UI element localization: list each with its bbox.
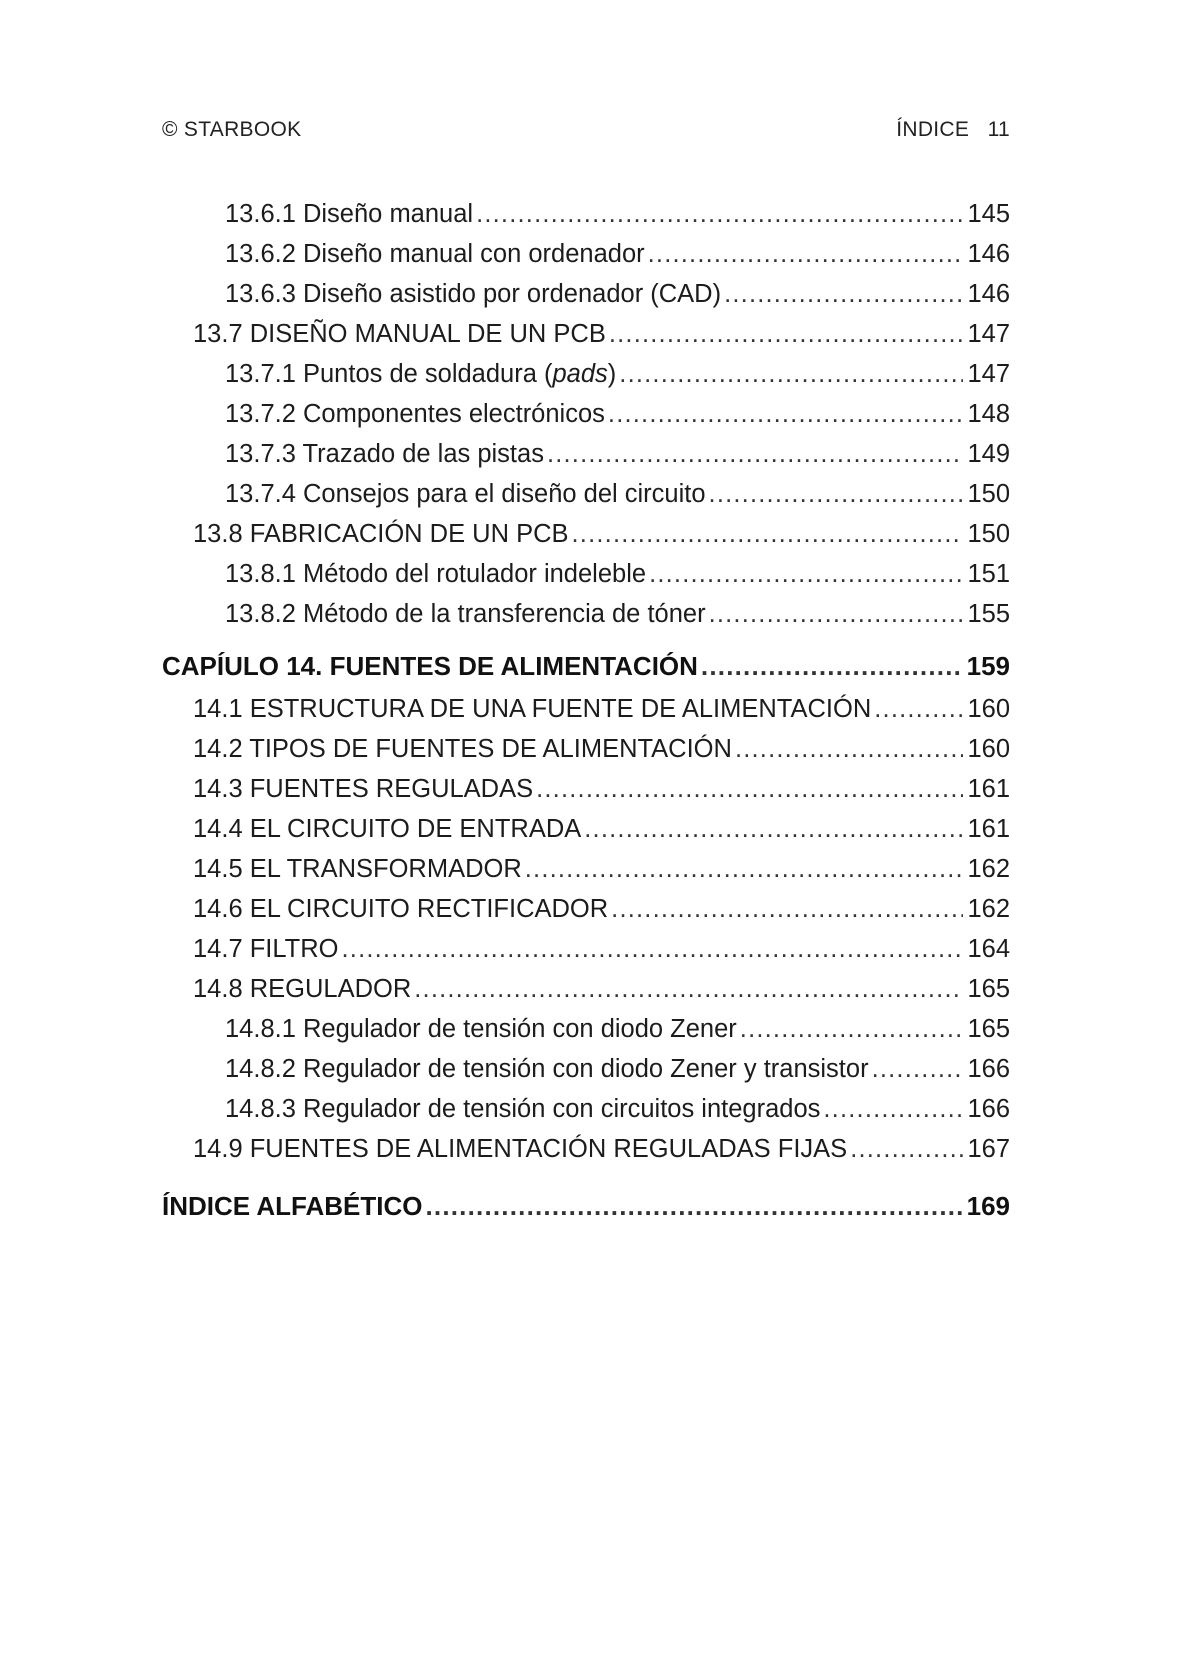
toc-entry — [162, 394, 1010, 434]
toc-leader-dots — [735, 729, 964, 769]
toc-entry-title: 14.8 REGULADOR — [193, 975, 412, 1003]
toc-entry-page: 165 — [967, 1015, 1010, 1043]
toc-chapter-title: ÍNDICE ALFABÉTICO — [162, 1191, 423, 1221]
toc-entry-title: 14.4 EL CIRCUITO DE ENTRADA — [193, 815, 582, 843]
toc-leader-dots — [572, 514, 964, 554]
toc-entry-page: 160 — [967, 695, 1010, 723]
toc-leader-dots — [414, 969, 963, 1009]
toc-entry — [162, 729, 1010, 769]
toc-entry-title: 14.6 EL CIRCUITO RECTIFICADOR — [193, 895, 609, 923]
toc-entry-page: 167 — [967, 1135, 1010, 1163]
toc-entry-page: 150 — [967, 520, 1010, 548]
toc-entry-title: 14.5 EL TRANSFORMADOR — [193, 855, 522, 883]
toc-entry-page: 162 — [967, 855, 1010, 883]
toc-entry-title: 13.8.2 Método de la transferencia de tóner — [225, 600, 706, 628]
toc-entry-page: 145 — [967, 200, 1010, 228]
section-page-label: ÍNDICE 11 — [896, 118, 1010, 141]
toc-entry — [162, 889, 1010, 929]
toc-entry — [162, 234, 1010, 274]
toc-entry — [162, 514, 1010, 554]
toc-title-italic: pads — [552, 360, 608, 388]
toc-leader-dots — [608, 394, 964, 434]
toc-entry — [162, 1089, 1010, 1129]
toc-leader-dots — [425, 1186, 962, 1226]
toc-leader-dots — [724, 274, 963, 314]
toc-entry — [162, 1049, 1010, 1089]
toc-entry-page: 146 — [967, 280, 1010, 308]
toc-entry — [162, 1009, 1010, 1049]
toc-entry-title: 13.8.1 Método del rotulador indeleble — [225, 560, 647, 588]
toc-entry-page: 166 — [967, 1055, 1010, 1083]
toc-chapter-title: CAPÍULO 14. FUENTES DE ALIMENTACIÓN — [162, 651, 698, 681]
toc-chapter-entry — [162, 1186, 1010, 1226]
toc-entry-page: 147 — [967, 360, 1010, 388]
toc-leader-dots — [823, 1089, 963, 1129]
toc-entry-title: 14.2 TIPOS DE FUENTES DE ALIMENTACIÓN — [193, 735, 732, 763]
toc-entry-title: 13.6.2 Diseño manual con ordenador — [225, 240, 645, 268]
toc-leader-dots — [648, 234, 964, 274]
toc-leader-dots — [536, 769, 963, 809]
toc-entry — [162, 769, 1010, 809]
toc-entry — [162, 849, 1010, 889]
toc-entry — [162, 474, 1010, 514]
toc-leader-dots — [874, 689, 963, 729]
toc-entry-title: 13.6.1 Diseño manual — [225, 200, 474, 228]
toc-chapter-entry — [162, 646, 1010, 686]
toc-entry — [162, 689, 1010, 729]
toc-entry — [162, 314, 1010, 354]
toc-entry-page: 148 — [967, 400, 1010, 428]
toc-entry-title: 14.1 ESTRUCTURA DE UNA FUENTE DE ALIMENTACIÓN — [193, 695, 872, 723]
toc-entry-title: 13.7.2 Componentes electrónicos — [225, 400, 605, 428]
toc-entry-title: 13.8 FABRICACIÓN DE UN PCB — [193, 520, 569, 548]
toc-leader-dots — [872, 1049, 964, 1089]
toc-entry-page: 155 — [967, 600, 1010, 628]
toc-entry-title: 13.7.3 Trazado de las pistas — [225, 440, 544, 468]
toc-entry-title: 14.7 FILTRO — [193, 935, 339, 963]
toc-leader-dots — [342, 929, 964, 969]
toc-entry-title: 14.3 FUENTES REGULADAS — [193, 775, 534, 803]
publisher-label: © STARBOOK — [162, 118, 302, 141]
toc-leader-dots — [740, 1009, 964, 1049]
toc-entry-page: 161 — [967, 815, 1010, 843]
toc-entry-page: 166 — [967, 1095, 1010, 1123]
toc-entry — [162, 554, 1010, 594]
toc-entry — [162, 434, 1010, 474]
toc-entry-page: 149 — [967, 440, 1010, 468]
toc-entry — [162, 809, 1010, 849]
toc-entry-title: 14.8.2 Regulador de tensión con diodo Zener y transistor — [225, 1055, 869, 1083]
toc-entry-page: 146 — [967, 240, 1010, 268]
toc-chapter-page: 159 — [966, 651, 1010, 681]
toc-entry-page: 164 — [967, 935, 1010, 963]
toc-entry — [162, 1129, 1010, 1169]
toc-entry — [162, 929, 1010, 969]
toc-entry — [162, 594, 1010, 634]
toc-leader-dots — [611, 889, 963, 929]
toc-entry-title: 13.7.4 Consejos para el diseño del circuito — [225, 480, 706, 508]
toc-title-part: 13.7.1 Puntos de soldadura ( — [225, 360, 553, 388]
toc-entry — [162, 194, 1010, 234]
toc-entry-page: 160 — [967, 735, 1010, 763]
toc-entry-page: 162 — [967, 895, 1010, 923]
toc-title-part: ) — [607, 360, 617, 388]
toc-entry — [162, 354, 1010, 394]
table-of-contents — [162, 194, 1010, 1229]
toc-leader-dots — [609, 314, 964, 354]
toc-entry-title — [225, 354, 616, 394]
toc-leader-dots — [850, 1129, 963, 1169]
toc-entry — [162, 274, 1010, 314]
toc-chapter-page: 169 — [966, 1191, 1010, 1221]
toc-leader-dots — [649, 554, 963, 594]
toc-entry-page: 150 — [967, 480, 1010, 508]
toc-entry — [162, 969, 1010, 1009]
toc-leader-dots — [619, 354, 963, 394]
toc-entry-page: 161 — [967, 775, 1010, 803]
toc-leader-dots — [547, 434, 964, 474]
toc-leader-dots — [584, 809, 963, 849]
toc-entry-title: 14.8.1 Regulador de tensión con diodo Zener — [225, 1015, 737, 1043]
toc-leader-dots — [701, 646, 963, 686]
toc-entry-page: 165 — [967, 975, 1010, 1003]
toc-entry-page: 147 — [967, 320, 1010, 348]
toc-leader-dots — [709, 594, 964, 634]
toc-entry-page: 151 — [967, 560, 1010, 588]
toc-entry-title: 14.8.3 Regulador de tensión con circuitos integrados — [225, 1095, 821, 1123]
toc-leader-dots — [525, 849, 964, 889]
toc-leader-dots — [476, 194, 963, 234]
toc-leader-dots — [709, 474, 964, 514]
toc-entry-title: 14.9 FUENTES DE ALIMENTACIÓN REGULADAS FIJAS — [193, 1135, 848, 1163]
toc-entry-title: 13.6.3 Diseño asistido por ordenador (CAD) — [225, 280, 722, 308]
toc-entry-title: 13.7 DISEÑO MANUAL DE UN PCB — [193, 320, 606, 348]
running-header — [162, 118, 1010, 148]
